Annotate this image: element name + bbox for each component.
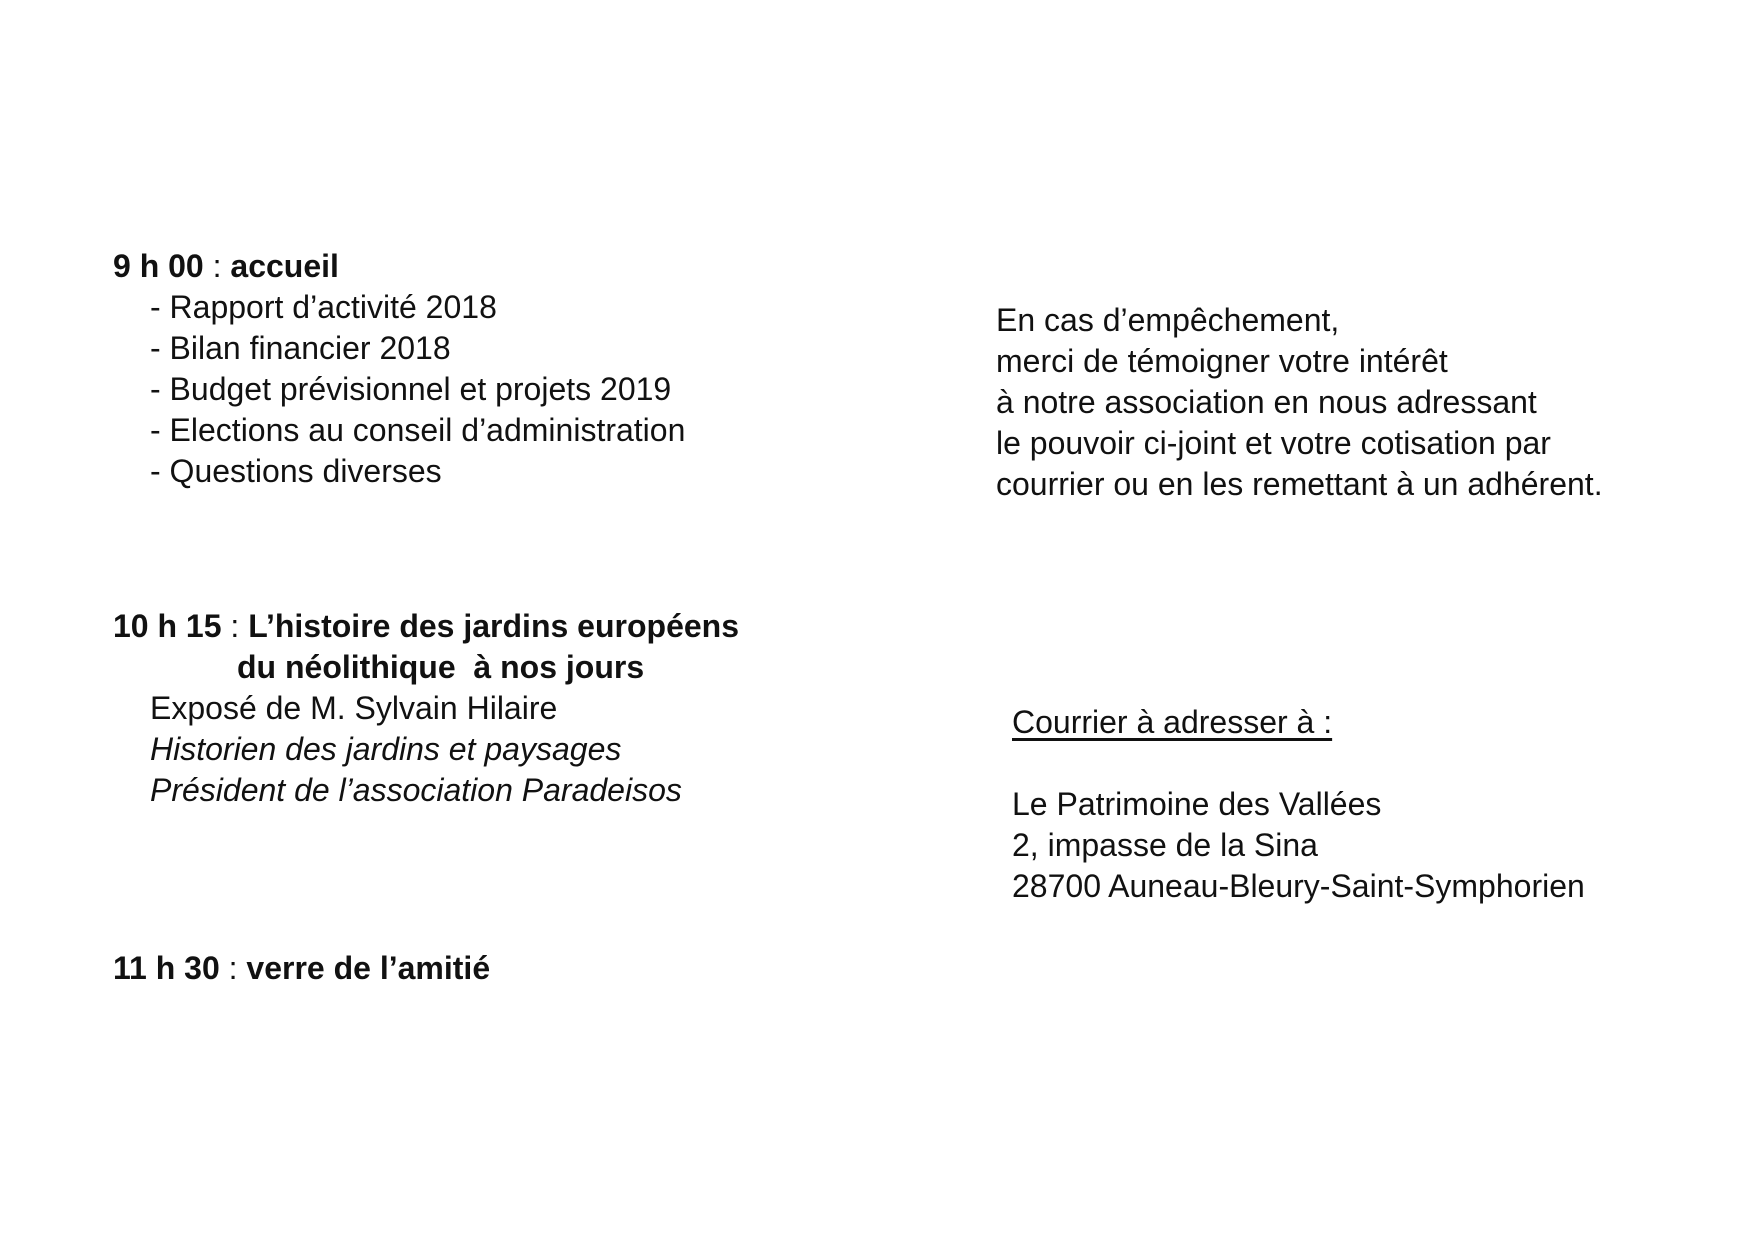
agenda-title: L’histoire des jardins européens bbox=[248, 608, 739, 644]
notice-line: le pouvoir ci-joint et votre cotisation par bbox=[996, 425, 1551, 461]
agenda-time: 9 h 00 bbox=[113, 248, 204, 284]
notice-line: courrier ou en les remettant à un adhérent. bbox=[996, 466, 1603, 502]
speaker-line: Exposé de M. Sylvain Hilaire bbox=[150, 690, 558, 726]
agenda-title: verre de l’amitié bbox=[246, 950, 491, 986]
agenda-time: 11 h 30 bbox=[113, 950, 220, 986]
notice-line: En cas d’empêchement, bbox=[996, 302, 1340, 338]
time-separator: : bbox=[221, 608, 249, 644]
agenda-heading bbox=[113, 948, 490, 989]
agenda-subitem: - Budget prévisionnel et projets 2019 bbox=[150, 371, 672, 407]
notice-line: merci de témoigner votre intérêt bbox=[996, 343, 1448, 379]
agenda-time: 10 h 15 bbox=[113, 608, 222, 644]
agenda-subitem: - Questions diverses bbox=[150, 453, 442, 489]
absence-notice bbox=[996, 300, 1603, 505]
time-separator: : bbox=[219, 950, 247, 986]
spacer bbox=[1012, 743, 1585, 784]
agenda-item-reception bbox=[113, 948, 490, 989]
speaker-role: Président de l’association Paradeisos bbox=[150, 772, 682, 808]
agenda-heading bbox=[113, 606, 739, 647]
agenda-subitem: - Elections au conseil d’administration bbox=[150, 412, 686, 448]
mailing-heading: Courrier à adresser à : bbox=[1012, 704, 1333, 740]
address-line: 2, impasse de la Sina bbox=[1012, 827, 1318, 863]
agenda-subitem: - Rapport d’activité 2018 bbox=[150, 289, 497, 325]
agenda-title-continued: du néolithique à nos jours bbox=[237, 649, 645, 685]
speaker-role: Historien des jardins et paysages bbox=[150, 731, 622, 767]
agenda-subitem: - Bilan financier 2018 bbox=[150, 330, 451, 366]
agenda-title: accueil bbox=[230, 248, 339, 284]
time-separator: : bbox=[203, 248, 231, 284]
agenda-item-talk bbox=[113, 606, 739, 811]
mailing-address bbox=[1012, 702, 1585, 907]
address-line: Le Patrimoine des Vallées bbox=[1012, 786, 1382, 822]
agenda-item-welcome bbox=[113, 246, 685, 492]
address-line: 28700 Auneau-Bleury-Saint-Symphorien bbox=[1012, 868, 1585, 904]
agenda-heading bbox=[113, 246, 685, 287]
notice-line: à notre association en nous adressant bbox=[996, 384, 1537, 420]
